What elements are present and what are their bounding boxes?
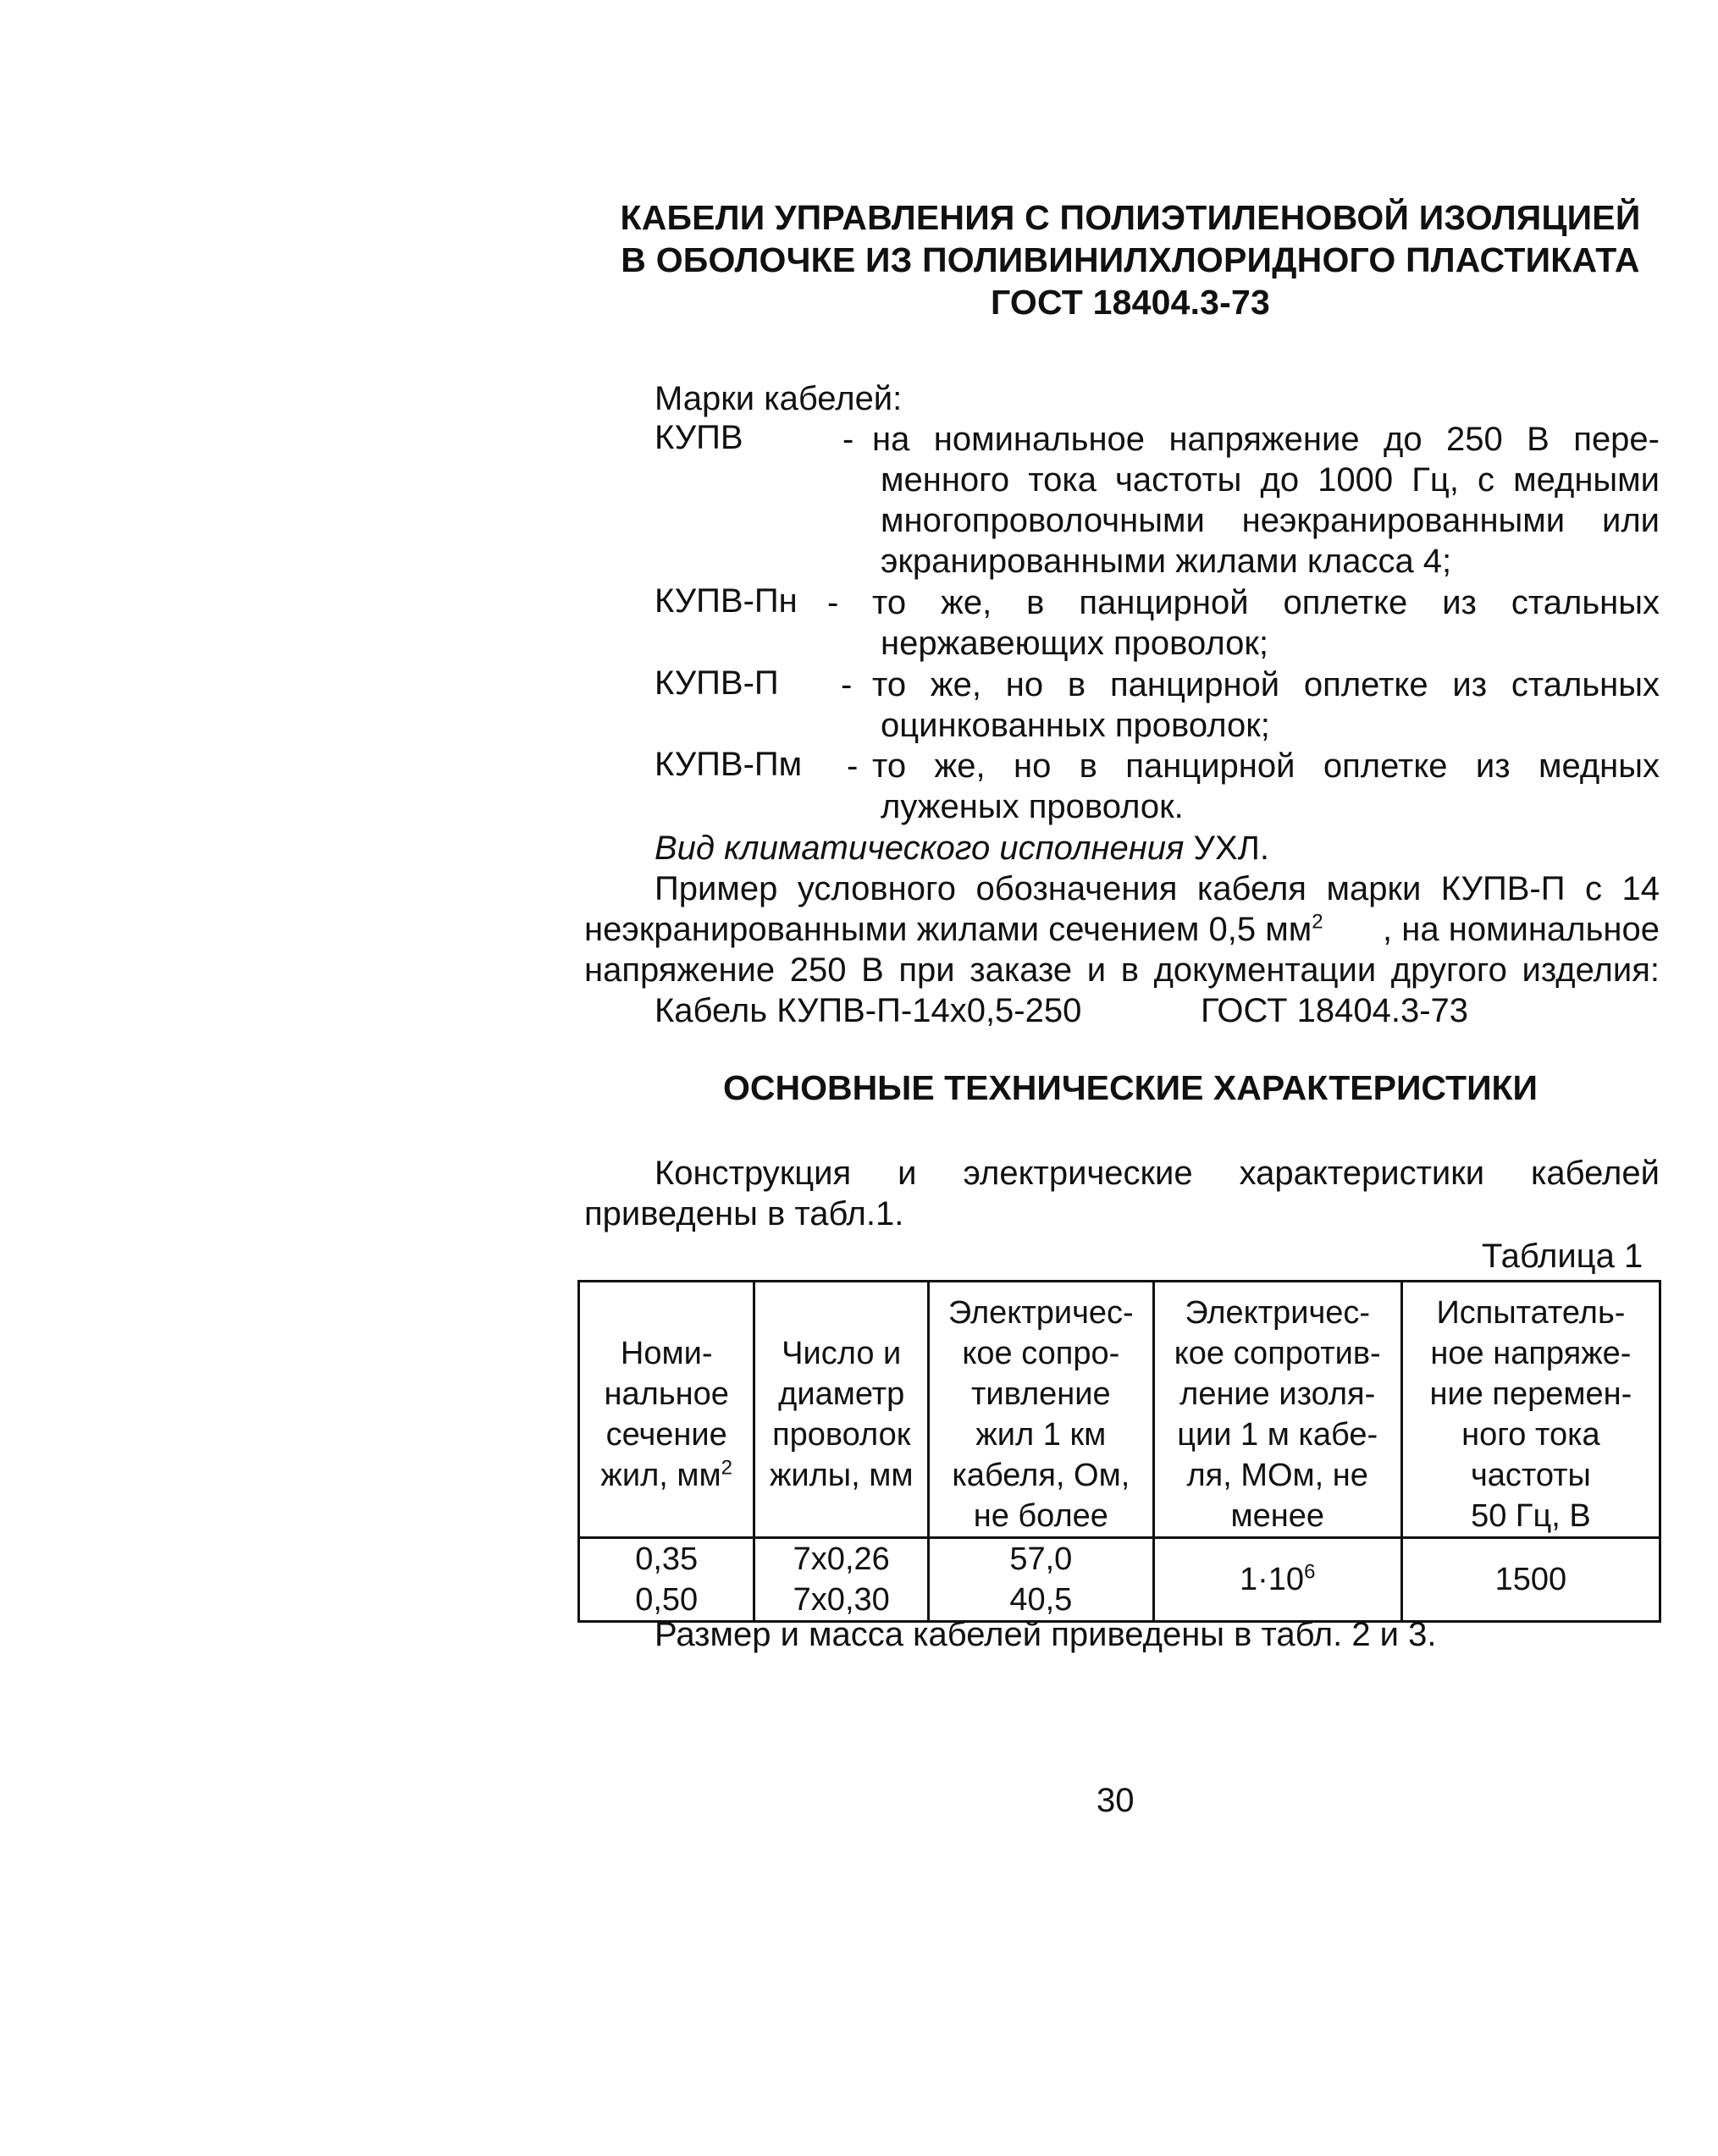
header-cell <box>1401 1282 1660 1538</box>
title-line-3: ГОСТ 18404.3-73 <box>990 283 1271 322</box>
header-line: жил 1 км <box>975 1417 1107 1453</box>
header-line: сечение <box>605 1417 727 1453</box>
header-line: Испытатель- <box>1436 1295 1626 1331</box>
climate-value: УХЛ. <box>1193 830 1269 867</box>
intro-line-1 <box>655 1153 1660 1194</box>
example-text-part: неэкранированными жилами сечением 0,5 мм <box>584 911 1312 948</box>
cell-value: 40,5 <box>1009 1582 1073 1618</box>
table-cell <box>1401 1538 1660 1622</box>
mark-description <box>872 664 1660 705</box>
header-cell <box>754 1282 929 1538</box>
example-text: напряжение 250 В при заказе и в документации другого изделия: <box>584 951 1660 989</box>
header-line: кабеля, Ом, <box>952 1458 1130 1493</box>
title-line-1: КАБЕЛИ УПРАВЛЕНИЯ С ПОЛИЭТИЛЕНОВОЙ ИЗОЛЯЦИЕЙ <box>620 198 1641 237</box>
superscript: 2 <box>1312 910 1323 934</box>
superscript: 2 <box>721 1456 732 1480</box>
description-line: луженых проволок. <box>881 788 1184 825</box>
mark-description <box>881 460 1660 582</box>
mark-description <box>881 705 1660 746</box>
header-line: кое сопротив- <box>1174 1336 1381 1371</box>
header-line: Электричес- <box>1185 1295 1371 1331</box>
header-line: тивление <box>971 1376 1111 1412</box>
header-line: диаметр <box>778 1376 905 1412</box>
example-text-part: , на номинальное <box>1383 911 1660 948</box>
mark-dash: - <box>842 421 854 458</box>
mark-dash: - <box>847 747 859 785</box>
table-header-row <box>579 1282 1660 1538</box>
superscript: 6 <box>1304 1560 1316 1584</box>
description-line: нержавеющих проволок; <box>881 625 1268 662</box>
cell-value: 7х0,26 <box>793 1541 890 1577</box>
table-cell <box>929 1538 1154 1622</box>
description-line: оцинкованных проволок; <box>881 707 1270 744</box>
header-line: Номи- <box>620 1336 713 1371</box>
header-line: жилы, мм <box>769 1458 914 1493</box>
header-line: нальное <box>604 1376 729 1412</box>
header-line: проволок <box>772 1417 911 1453</box>
intro-text: Конструкция и электрические характеристики кабелей <box>655 1155 1660 1192</box>
header-line: менее <box>1230 1498 1324 1534</box>
example-line-3 <box>584 950 1660 990</box>
header-line <box>583 1455 749 1496</box>
marks-heading: Марки кабелей: <box>655 380 903 417</box>
example-designation: Кабель КУПВ-П-14х0,5-250 <box>655 992 1082 1029</box>
section-title: ОСНОВНЫЕ ТЕХНИЧЕСКИЕ ХАРАКТЕРИСТИКИ <box>722 1068 1538 1107</box>
mark-description <box>872 582 1660 623</box>
description-line: многопроволочными неэкранированными или <box>881 502 1660 539</box>
table-row <box>579 1538 1660 1622</box>
mark-description <box>872 746 1660 786</box>
description-line: менного тока частоты до 1000 Гц, с медными <box>881 461 1660 499</box>
description-line: экранированными жилами класса 4; <box>881 543 1452 580</box>
mark-name: КУПВ-Пн <box>655 582 798 620</box>
header-line: ции 1 м кабе- <box>1177 1417 1378 1453</box>
page-number: 30 <box>1097 1782 1135 1819</box>
cell-value: 57,0 <box>1009 1541 1073 1577</box>
climate-label: Вид климатического исполнения <box>655 830 1185 867</box>
header-cell <box>579 1282 754 1538</box>
header-line: 50 Гц, В <box>1471 1498 1591 1534</box>
header-line: Число и <box>782 1336 902 1371</box>
table-cell <box>1153 1538 1401 1622</box>
header-line-text: жил, мм <box>600 1458 721 1493</box>
header-line: ние перемен- <box>1429 1376 1632 1412</box>
header-line: Электричес- <box>947 1295 1134 1331</box>
title-line-2: В ОБОЛОЧКЕ ИЗ ПОЛИВИНИЛХЛОРИДНОГО ПЛАСТИКАТА <box>621 240 1640 279</box>
footer-note: Размер и масса кабелей приведены в табл. 2 и 3. <box>655 1616 1437 1653</box>
mark-name: КУПВ-Пм <box>655 746 803 783</box>
header-cell <box>1153 1282 1401 1538</box>
mark-dash: - <box>841 666 853 703</box>
description-line: на номинальное напряжение до 250 В пере- <box>872 421 1660 458</box>
cell-value: 1500 <box>1494 1562 1567 1597</box>
header-cell <box>929 1282 1154 1538</box>
mark-dash: - <box>827 584 839 621</box>
example-line-1 <box>655 868 1660 909</box>
mark-name: КУПВ <box>655 419 743 456</box>
header-line: ного тока <box>1461 1417 1600 1453</box>
cell-value: 1·10 <box>1240 1562 1305 1597</box>
description-line: то же, в панцирной оплетке из стальных <box>872 584 1660 621</box>
climate-line <box>655 828 1269 868</box>
description-line: то же, но в панцирной оплетке из медных <box>872 747 1660 785</box>
table-label: Таблица 1 <box>1482 1238 1643 1275</box>
mark-name: КУПВ-П <box>655 664 779 702</box>
table-cell <box>579 1538 754 1622</box>
mark-description <box>881 623 1660 664</box>
header-line: ное напряже- <box>1430 1336 1632 1371</box>
example-standard: ГОСТ 18404.3-73 <box>1201 992 1469 1029</box>
mark-description <box>881 786 1660 827</box>
example-text: Пример условного обозначения кабеля марки КУПВ-П с 14 <box>655 870 1660 907</box>
example-line-2 <box>584 909 1660 950</box>
header-line: не более <box>973 1498 1108 1534</box>
intro-line-2: приведены в табл.1. <box>584 1195 904 1232</box>
table-cell <box>754 1538 929 1622</box>
header-line: ля, МОм, не <box>1186 1458 1368 1493</box>
document-title <box>584 196 1677 323</box>
mark-description <box>872 419 1660 460</box>
cell-value: 7х0,30 <box>793 1582 890 1618</box>
cell-value: 0,35 <box>635 1541 699 1577</box>
example-text <box>584 909 1323 950</box>
spec-table <box>577 1280 1661 1623</box>
header-line: частоты <box>1470 1458 1591 1493</box>
cell-value: 0,50 <box>635 1582 699 1618</box>
header-line: ление изоля- <box>1179 1376 1376 1412</box>
description-line: то же, но в панцирной оплетке из стальных <box>872 666 1660 703</box>
header-line: кое сопро- <box>962 1336 1120 1371</box>
